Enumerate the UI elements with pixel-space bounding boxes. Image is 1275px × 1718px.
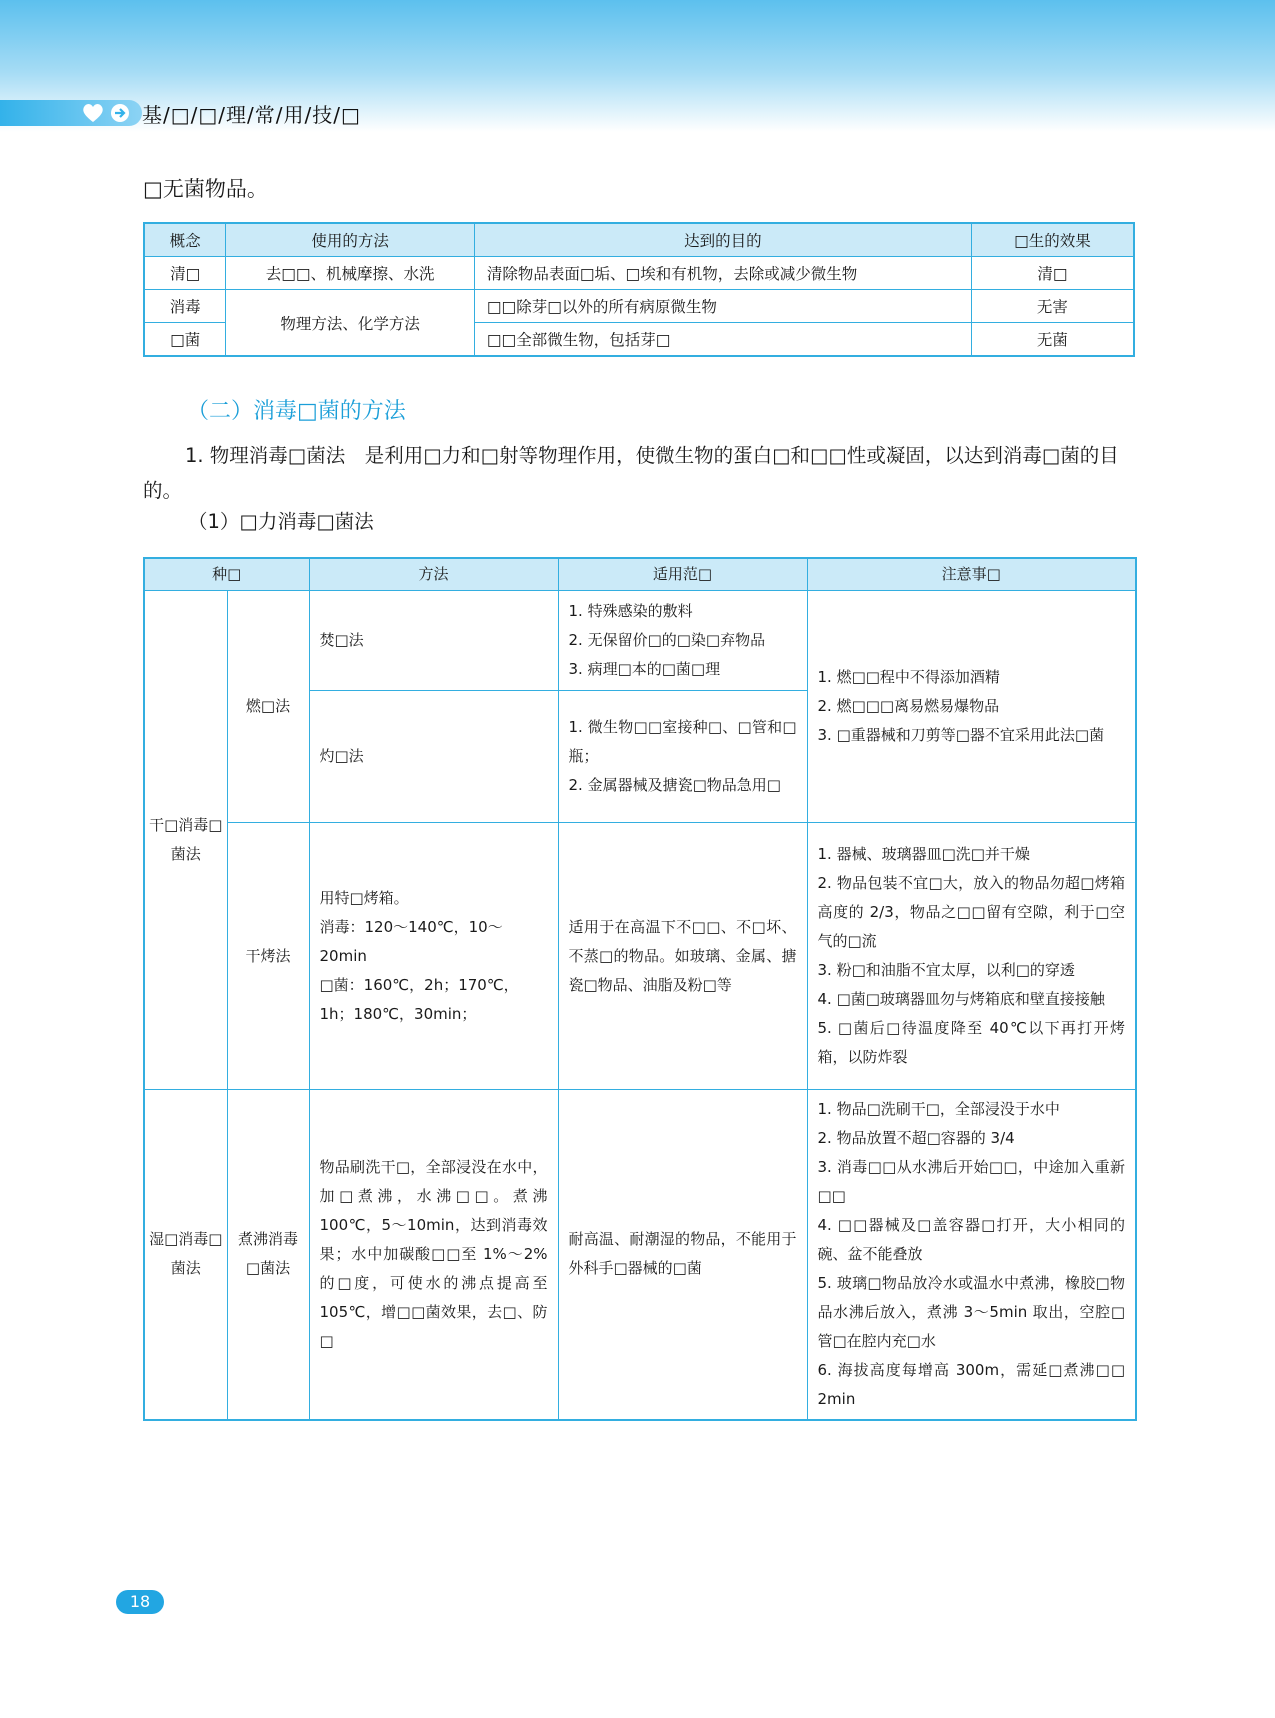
table-header-cell: 适用范□	[558, 558, 807, 591]
heat-sterilization-table	[143, 557, 1137, 1421]
list-item: 5. □菌后□待温度降至 40℃以下再打开烤箱，以防炸裂	[817, 1019, 1125, 1066]
table-cell: 清□	[971, 257, 1134, 290]
running-title: 基/□/□/理/常/用/技/□	[142, 103, 361, 127]
list-item: 2. 物品放置不超□容器的 3/4	[817, 1128, 1015, 1147]
table-header-row	[144, 558, 1136, 591]
list-item: 1. 器械、玻璃器皿□洗□并干燥	[817, 845, 1030, 863]
table-header-cell: 种□	[144, 558, 309, 591]
table-cell: 去□□、机械摩擦、水洗	[226, 257, 475, 290]
scope-flaming	[558, 691, 807, 823]
table-header-row	[144, 223, 1134, 257]
table-row	[144, 1090, 1136, 1420]
body-paragraph: 1. 物理消毒□菌法 是利用□力和□射等物理作用，使微生物的蛋白□和□□性或凝固，以达到消毒□菌的目的。	[143, 444, 1119, 502]
section-heading: （二）消毒□菌的方法	[187, 399, 406, 424]
group-moist-heat: 湿□消毒□菌法	[144, 1090, 227, 1420]
notes-burning	[807, 591, 1136, 823]
list-item: 2. 物品包装不宜□大，放入的物品勿超□烤箱高度的 2/3，物品之□□留有空隙，利于□空气的□流	[817, 874, 1125, 950]
scope-incineration	[558, 591, 807, 691]
list-item: 3. 粉□和油脂不宜太厚，以利□的穿透	[817, 961, 1075, 979]
list-item: 2. 金属器械及搪瓷□物品急用□	[568, 776, 781, 794]
notes-dry-baking	[807, 823, 1136, 1090]
list-item: 5. 玻璃□物品放冷水或温水中煮沸，橡胶□物品水沸后放入，煮沸 3～5min 取出，空腔□管□在腔内充□水	[817, 1273, 1125, 1350]
list-item: 1. 物品□洗刷干□，全部浸没于水中	[817, 1099, 1060, 1118]
table-header-cell: 使用的方法	[226, 223, 475, 257]
table-row	[144, 290, 1134, 323]
table-row	[144, 257, 1134, 290]
method-boiling: 物品刷洗干□，全部浸没在水中，加□煮沸，水沸□□。煮沸 100℃，5～10min，达到消毒效果；水中加碳酸□□至 1%～2%的□度，可使水的沸点提高至 105℃，增□□菌效果，去□、防□	[309, 1090, 558, 1420]
list-item: 1. 特殊感染的敷料	[568, 602, 693, 620]
scope-dry-baking: 适用于在高温下不□□、不□坏、不蒸□的物品。如玻璃、金属、搪瓷□物品、油脂及粉□等	[558, 823, 807, 1090]
list-item: 用特□烤箱。	[319, 888, 409, 907]
list-item: 2. 燃□□□离易燃易爆物品	[817, 697, 1000, 715]
list-item: 消毒：120～140℃，10～20min	[319, 917, 503, 965]
list-item: □菌：160℃，2h；170℃，1h；180℃，30min；	[319, 975, 519, 1023]
list-item: 6. 海拔高度每增高 300m，需延□煮沸□□ 2min	[817, 1360, 1125, 1408]
notes-boiling	[807, 1090, 1136, 1420]
table-cell: 清□	[144, 257, 226, 290]
method-incineration: 焚□法	[309, 591, 558, 691]
list-item: 3. 病理□本的□菌□理	[568, 660, 721, 678]
list-item: 4. □□器械及□盖容器□打开，大小相同的碗、盆不能叠放	[817, 1215, 1125, 1263]
type-boiling: 煮沸消毒□菌法	[227, 1090, 309, 1420]
table-header-cell: 注意事□	[807, 558, 1136, 591]
list-item: 2. 无保留价□的□染□弃物品	[568, 631, 766, 649]
list-item: 3. □重器械和刀剪等□器不宜采用此法□菌	[817, 726, 1105, 744]
method-dry-baking	[309, 823, 558, 1090]
list-item: 3. 消毒□□从水沸后开始□□，中途加入重新□□	[817, 1157, 1125, 1205]
group-dry-heat: 干□消毒□菌法	[144, 591, 227, 1090]
table-cell: 无菌	[971, 323, 1134, 357]
list-item: 1. 燃□□程中不得添加酒精	[817, 668, 1000, 686]
scope-boiling: 耐高温、耐潮湿的物品，不能用于外科手□器械的□菌	[558, 1090, 807, 1420]
method-flaming: 灼□法	[309, 691, 558, 823]
table-row	[144, 591, 1136, 691]
page-number: 18	[116, 1590, 164, 1614]
arrow-right-circle-icon	[110, 103, 130, 123]
table-header-cell: 达到的目的	[474, 223, 971, 257]
list-item: 4. □菌□玻璃器皿勿与烤箱底和壁直接接触	[817, 990, 1105, 1008]
table-cell: 无害	[971, 290, 1134, 323]
table-cell: 物理方法、化学方法	[226, 290, 475, 357]
type-dry-baking: 干烤法	[227, 823, 309, 1090]
table-header-cell: □生的效果	[971, 223, 1134, 257]
table-cell: □菌	[144, 323, 226, 357]
table-row	[144, 823, 1136, 1090]
list-item: 1. 微生物□□室接种□、□管和□瓶；	[568, 718, 797, 765]
table-header-cell: 概念	[144, 223, 226, 257]
table-cell: 清除物品表面□垢、□埃和有机物，去除或减少微生物	[474, 257, 971, 290]
table-cell: □□全部微生物，包括芽□	[474, 323, 971, 357]
table-cell: 消毒	[144, 290, 226, 323]
concept-table	[143, 222, 1135, 357]
heart-icon	[82, 103, 104, 123]
table-cell: □□除芽□以外的所有病原微生物	[474, 290, 971, 323]
lead-text: □无菌物品。	[143, 177, 268, 201]
type-burning: 燃□法	[227, 591, 309, 823]
subheading: （1）□力消毒□菌法	[188, 510, 374, 533]
table-header-cell: 方法	[309, 558, 558, 591]
